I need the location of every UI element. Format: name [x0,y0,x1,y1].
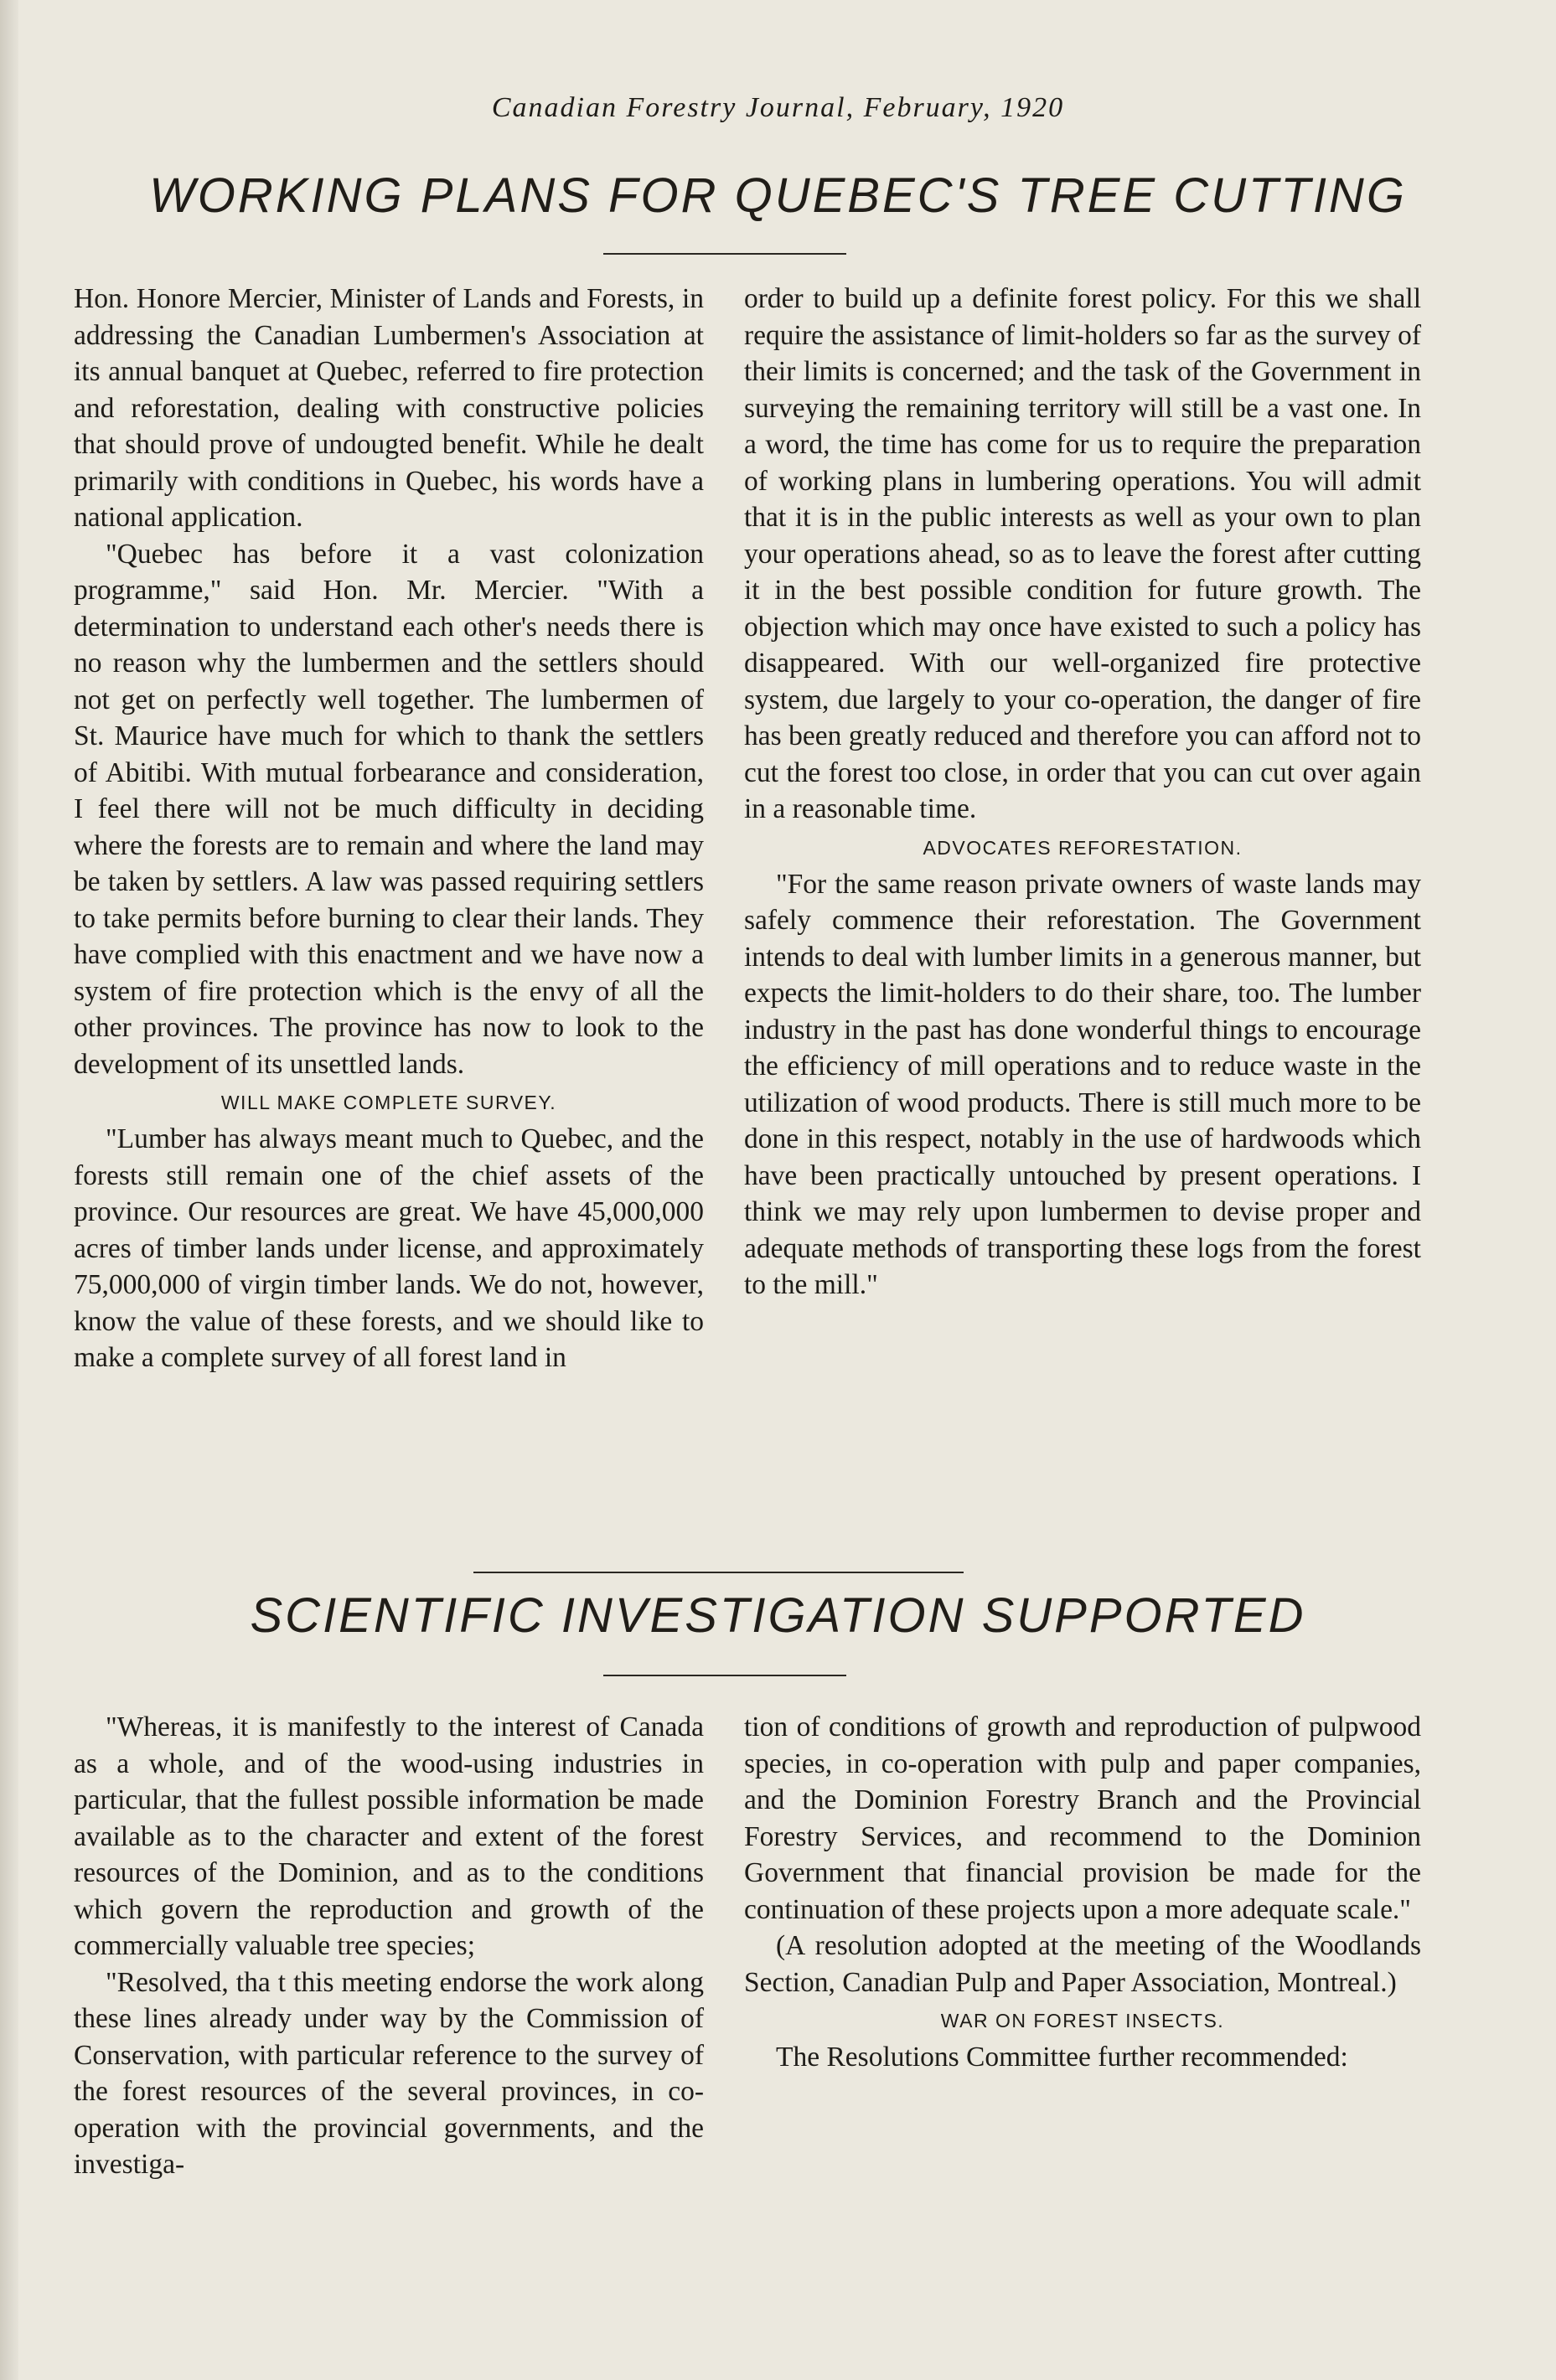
section-divider-rule [473,1572,964,1573]
article2-subhead-insects: WAR ON FOREST INSECTS. [940,2010,1225,2032]
running-head: Canadian Forestry Journal, February, 1920 [491,92,1065,123]
article1-para-2: "Quebec has before it a vast colonization programme," said Hon. Mr. Mercier. "With a determination to understand each other's needs there is no reason why the lumbermen and the settlers should not get on perfectly well together. The lumbermen of St. Maurice have much for which to thank the settlers of Abitibi. With mutual forbearance and consideration, I feel there will not be much difficulty in deciding where the forests are to remain and where the land may be taken by settlers. A law was passed requiring settlers to take permits before burning to clear their lands. They have complied with this enactment and we have now a system of fire protection which is the envy of all the other provinces. The province has now to look to the development of its unsettled lands. [74,538,704,1080]
article1-right-column [744,281,1421,1304]
article2-para-3: tion of conditions of growth and reproduction of pulpwood species, in co-operation with pulp and paper companies, and the Dominion Forestry Branch and the Provincial Forestry Services, and recommend to the Dominion Government that financial provision be made for the continuation of these projects upon a more adequate scale." [744,1711,1421,1925]
title1-rule [603,253,846,255]
title2-rule [603,1675,846,1676]
article1-para-5: "For the same reason private owners of waste lands may safely commence their reforestation. The Government intends to deal with lumber limits in a generous manner, but expects the limit-holders to do their share, too. The lumber industry in the past has done wonderful things to encourage the efficiency of mill operations and to reduce waste in the utilization of wood products. There is still much more to be done in this respect, notably in the use of hardwoods which have been practically untouched by present operations. I think we may rely upon lumbermen to devise proper and adequate methods of transporting these logs from the forest to the mill." [744,868,1421,1300]
article1-para-3: "Lumber has always meant much to Quebec, and the forests still remain one of the chief assets of the province. Our resources are great. We have 45,000,000 acres of timber lands under license, and approximately 75,000,000 of virgin timber lands. We do not, however, know the value of these forests, and we should like to make a complete survey of all forest land in [74,1123,704,1373]
article1-subhead-reforestation: ADVOCATES REFORESTATION. [923,836,1243,859]
article2-para-4: (A resolution adopted at the meeting of the Woodlands Section, Canadian Pulp and Paper Association, Montreal.) [744,1930,1421,1998]
article1-para-4: order to build up a definite forest policy. For this we shall require the assistance of limit-holders so far as the survey of their limits is concerned; and the task of the Government in surveying the remaining territory will still be a vast one. In a word, the time has come for us to require the preparation of working plans in lumbering operations. You will admit that it is in the public interests as well as your own to plan your operations ahead, so as to leave the forest after cutting it in the best possible condition for future growth. The objection which may once have existed to such a policy has disappeared. With our well-organized fire protective system, due largely to your co-operation, the danger of fire has been greatly reduced and therefore you can afford not to cut the forest too close, in order that you can cut over again in a reasonable time. [744,283,1421,824]
article2-title: SCIENTIFIC INVESTIGATION SUPPORTED [250,1588,1306,1643]
article1-subhead-survey: WILL MAKE COMPLETE SURVEY. [220,1092,557,1113]
article2-left-column [74,1709,704,2183]
article1-para-1: Hon. Honore Mercier, Minister of Lands and Forests, in addressing the Canadian Lumbermen's Association at its annual banquet at Quebec, referred to fire protection and reforestation, dealing with constructive policies that should prove of undougted benefit. While he dealt primarily with conditions in Quebec, his words have a national application. [74,283,704,533]
article1-title: WORKING PLANS FOR QUEBEC'S TREE CUTTING [149,168,1407,223]
article2-para-2: "Resolved, tha t this meeting endorse the work along these lines already under way by the Commission of Conservation, with particular reference to the survey of the forest resources of the several provinces, in co-operation with the provincial governments, and the investiga- [74,1966,704,2180]
article2-para-5: The Resolutions Committee further recommended: [776,2042,1348,2073]
page-spine-shadow [0,0,18,2380]
article2-right-column [744,1709,1421,2076]
article2-para-1: "Whereas, it is manifestly to the interest of Canada as a whole, and of the wood-using industries in particular, that the fullest possible information be made available as to the character and extent of the forest resources of the Dominion, and as to the conditions which govern the reproduction and growth of the commercially valuable tree species; [74,1711,704,1961]
article1-left-column [74,281,704,1376]
